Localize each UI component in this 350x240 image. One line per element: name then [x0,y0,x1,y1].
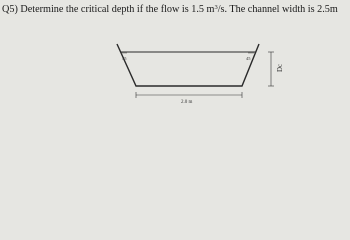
unit-superscript: 3 [214,3,218,11]
width-label: 2.0 m [181,100,193,105]
right-slope-label: 45 [246,56,251,61]
depth-label: Dc [276,63,284,72]
question-body-end: /s. The channel width is 2.5m [217,4,338,15]
left-slope-label: 45 [122,56,127,61]
question-body: Determine the critical depth if the flow is 1.5 m [20,4,215,15]
channel-outline [117,44,259,86]
question-number: Q5) [2,4,18,15]
channel-cross-section-diagram [0,0,350,110]
